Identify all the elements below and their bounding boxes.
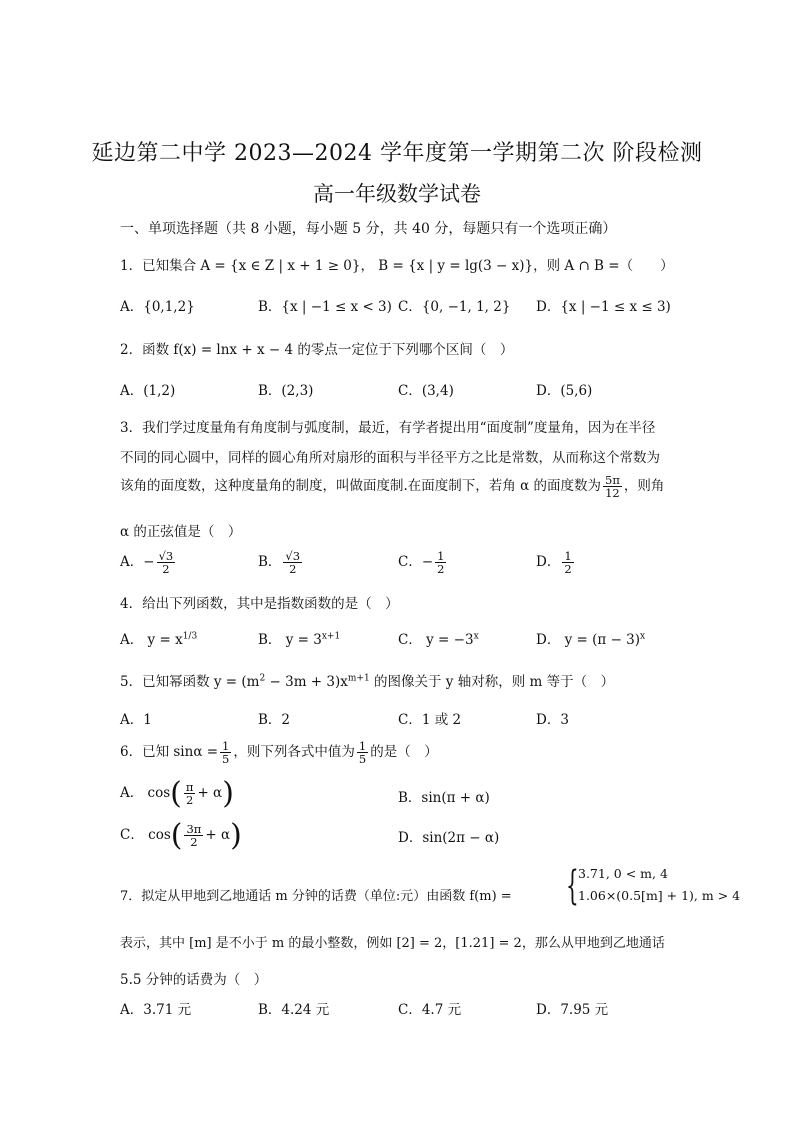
fraction-numerator: 1 [564,549,572,563]
exam-subtitle: 高一年级数学试卷 [313,182,481,206]
fraction-denominator: 2 [564,562,572,577]
question-3-option-c[interactable] [398,550,448,575]
fraction-1-over-5 [220,740,231,765]
option-label: B． [258,632,282,648]
question-6-text-post: 的是（ ） [370,744,438,761]
question-6-text-mid: ，则下列各式中值为 [233,744,355,761]
option-fraction [283,550,302,575]
fraction-denominator: 2 [437,562,445,577]
fraction-denominator: 2 [289,562,297,577]
question-3-option-b[interactable] [258,550,304,575]
option-sign: − [143,554,155,571]
question-5-exponent: m+1 [347,673,370,684]
question-6-option-a[interactable] [120,776,234,811]
question-2-option-b[interactable]: B．(2,3) [258,383,314,399]
question-5-option-d[interactable]: D．3 [536,712,569,728]
fraction-numerator: √3 [285,549,301,563]
right-paren: ) [230,818,242,853]
question-5-option-c[interactable]: C．1 或 2 [398,712,462,728]
question-1-stem: 1．已知集合 A = {x ∈ Z | x + 1 ≥ 0}， B = {x | y = lg(3 − x)}，则 A ∩ B =（ ） [120,258,674,274]
option-sign: − [421,554,434,571]
option-base: y = (π − 3) [564,632,641,648]
fraction-numerator: √3 [158,549,174,563]
fraction-1-over-5-second [357,740,368,765]
option-tail: + α [205,827,231,843]
question-3-line-2: 不同的同心圆中，同样的圆心角所对扇形的面积与半径平方之比是常数，从而称这个常数为 [120,450,660,466]
option-label: C． [120,827,144,843]
fraction-denominator: 5 [222,752,230,767]
option-function: cos [147,785,171,801]
right-paren: ) [222,776,234,811]
question-1-option-a[interactable]: A．{0,1,2} [120,299,195,315]
fraction-denominator: 2 [186,793,194,807]
question-5-text-post: 的图像关于 y 轴对称，则 m 等于（ ） [369,674,615,690]
option-label: A． [120,632,144,648]
question-6-option-c[interactable] [120,818,242,853]
piecewise-case-1: 3.71, 0 < m, 4 [578,866,668,881]
question-3-line-4: α 的正弦值是（ ） [120,524,242,540]
option-label: C． [398,554,422,571]
left-paren: ( [170,776,182,811]
left-paren: ( [170,818,183,853]
option-label: B． [258,554,282,571]
question-2-stem: 2．函数 f(x) = lnx + x − 4 的零点一定位于下列哪个区间（ ） [120,342,514,358]
question-5-square: 2 [259,673,266,684]
fraction-5pi-over-12 [603,474,622,499]
question-5-option-a[interactable]: A．1 [120,712,152,728]
fraction-numerator: 1 [437,549,445,563]
question-1-option-d[interactable]: D．{x | −1 ≤ x ≤ 3) [536,299,671,315]
option-label: A． [120,785,144,801]
piecewise-brace: { [566,863,579,909]
question-6-option-b[interactable]: B．sin(π + α) [398,790,490,806]
option-base: y = x [147,632,183,648]
question-4-stem: 4．给出下列函数，其中是指数函数的是（ ） [120,596,399,612]
question-7-line-2: 表示，其中 [m] 是不小于 m 的最小整数，例如 [2] = 2，[1.21] = 2，那么从甲地到乙地通话 [120,936,665,951]
question-7-option-c[interactable]: C．4.7 元 [398,1002,462,1018]
fraction-numerator: 5π [605,473,620,487]
option-base: y = −3 [426,632,474,648]
option-fraction [157,550,176,575]
question-4-option-d[interactable] [536,628,645,648]
option-fraction [435,550,446,575]
question-7-option-d[interactable]: D．7.95 元 [536,1002,609,1018]
fraction-numerator: 3π [186,821,202,836]
question-5-stem [120,670,614,690]
question-5-text-mid: − 3m + 3)x [265,674,348,690]
question-3-line-3-text: 该角的面度数，这种度量角的制度，叫做面度制.在面度制下，若角 α 的面度数为 [120,478,601,495]
question-4-option-a[interactable] [120,628,197,648]
question-6-text-pre: 6．已知 sinα = [120,744,219,761]
option-function: cos [148,827,171,843]
fraction-numerator: 1 [222,739,230,753]
option-label: C． [398,632,422,648]
option-exponent: x [640,631,646,642]
question-1-option-c[interactable]: C．{0, −1, 1, 2} [398,299,511,315]
section-heading: 一、单项选择题（共 8 小题，每小题 5 分，共 40 分，每题只有一个选项正确） [120,221,617,237]
question-7-line-3: 5.5 分钟的话费为（ ） [120,972,268,988]
option-exponent: x [473,631,479,642]
question-5-option-b[interactable]: B．2 [258,712,291,728]
fraction-numerator: π [185,779,194,794]
option-fraction [184,823,203,848]
fraction-denominator: 5 [358,752,367,767]
fraction-denominator: 2 [190,835,198,849]
question-7-option-b[interactable]: B．4.24 元 [258,1002,330,1018]
question-4-option-c[interactable] [398,628,479,648]
question-2-option-c[interactable]: C．(3,4) [398,383,454,399]
option-exponent: 1/3 [182,631,198,642]
question-3-line-1: 3．我们学过度量角有角度制与弧度制，最近，有学者提出用“面度制”度量角，因为在半径 [120,420,656,436]
question-3-line-3 [120,474,664,499]
question-3-option-a[interactable] [120,550,177,575]
question-2-option-a[interactable]: A．(1,2) [120,383,176,399]
question-1-option-b[interactable]: B．{x | −1 ≤ x < 3) [258,299,392,315]
fraction-denominator: 12 [605,486,620,501]
option-fraction [184,781,196,806]
option-base: y = 3 [285,632,322,648]
option-label: A． [120,554,144,571]
exam-title: 延边第二中学 2023—2024 学年度第一学期第二次 阶段检测 [91,141,703,166]
option-label: D． [536,632,561,648]
question-3-line-3-tail: ，则角 [623,478,665,495]
fraction-denominator: 2 [162,562,170,577]
piecewise-case-2: 1.06×(0.5[m] + 1), m > 4 [578,888,741,903]
question-5-text-pre: 5．已知幂函数 y = (m [120,674,260,690]
option-fraction [562,550,573,575]
question-7-line-1: 7．拟定从甲地到乙地通话 m 分钟的话费（单位:元）由函数 f(m) = [120,889,512,904]
question-4-option-b[interactable] [258,628,340,648]
question-6-option-d[interactable]: D．sin(2π − α) [398,830,500,846]
question-2-option-d[interactable]: D．(5,6) [536,383,593,399]
option-label: D． [536,554,561,571]
option-tail: + α [197,785,223,801]
question-3-option-d[interactable] [536,550,576,575]
fraction-numerator: 1 [358,739,367,753]
option-exponent: x+1 [321,631,341,642]
question-7-option-a[interactable]: A．3.71 元 [120,1002,192,1018]
question-6-stem [120,740,438,765]
